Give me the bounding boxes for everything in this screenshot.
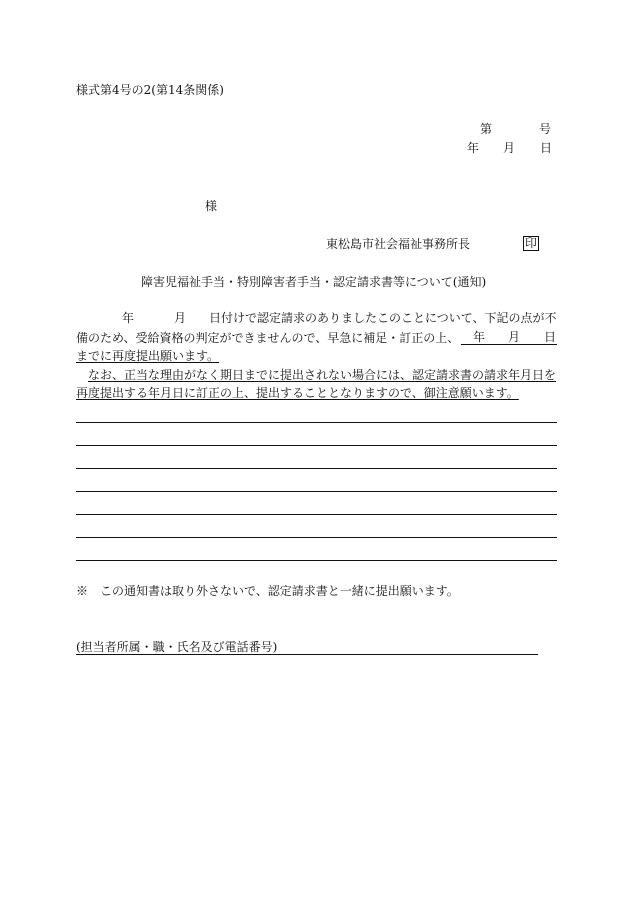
seal-text: 印 <box>525 236 538 250</box>
body-l4: なお、正当な理由がなく期日までに提出されない場合には、認定請求書の請求年月日を <box>88 368 557 382</box>
seal-mark <box>523 236 539 251</box>
remarks-line <box>76 537 557 538</box>
header-nen: 年 <box>467 141 480 155</box>
deadline-tsuki: 月 <box>508 330 521 344</box>
document-title: 障害児福祉手当・特別障害者手当・認定請求書等について(通知) <box>141 275 487 289</box>
contact-field <box>76 640 538 655</box>
header-tsuki: 月 <box>503 141 516 155</box>
form-number: 様式第4号の2(第14条関係) <box>76 83 224 97</box>
remarks-line <box>76 422 557 423</box>
deadline-hi: 日 <box>544 330 557 344</box>
contact-label: (担当者所属・職・氏名及び電話番号) <box>76 640 278 654</box>
addressee-suffix: 様 <box>205 199 218 213</box>
issuer: 東松島市社会福祉事務所長 <box>326 237 471 251</box>
note: ※ この通知書は取り外さないで、認定請求書と一緒に提出願います。 <box>76 584 459 598</box>
remarks-line <box>76 514 557 515</box>
remarks-line <box>76 468 557 469</box>
body-l3: までに再度提出願います。 <box>76 349 220 363</box>
body-l1-rest: 日付けで認定請求のありましたこのことについて、下記の点が不 <box>209 311 557 325</box>
remarks-line <box>76 491 557 492</box>
deadline-nen: 年 <box>473 330 486 344</box>
body-l1-tsuki: 月 <box>174 311 187 325</box>
body-l5: 再度提出する年月日に訂正の上、提出することとなりますので、御注意願います。 <box>76 386 519 400</box>
body-l2-text: 備のため、受給資格の判定ができませんので、早急に補足・訂正の上、 <box>76 331 460 345</box>
body-l1-nen: 年 <box>122 311 135 325</box>
header-go: 号 <box>539 122 552 136</box>
header-dai: 第 <box>480 122 493 136</box>
remarks-line <box>76 445 557 446</box>
header-hi: 日 <box>540 141 553 155</box>
remarks-line <box>76 560 557 561</box>
deadline-field <box>461 330 557 345</box>
